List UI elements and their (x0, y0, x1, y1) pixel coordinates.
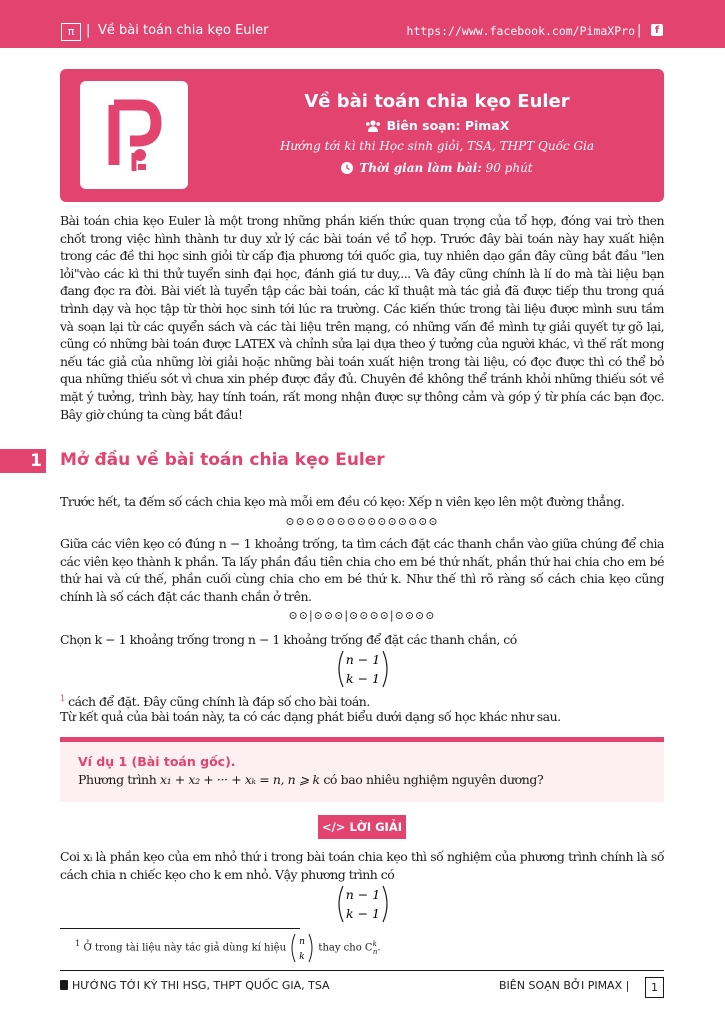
footer-left (60, 979, 330, 992)
solution-binom-bottom: k − 1 (345, 906, 380, 921)
intro-paragraph: Bài toán chia kẹo Euler là một trong những phần kiến thức quan trọng của tổ hợp, đóng vai trò then chốt trong việc hình thành tư duy xử lý các bài toán về tổ hợp. Trước đây bài toán này hay xuất hiện trong các đề thi học sinh giỏi từ cấp địa phương tới quốc gia, tuy nhiên dạo gần đây cũng bắt đầu "len lỏi"vào các kì thi thử tuyển sinh đại học, đánh giá tư duy,... Và đây cũng chính là lí do mà tài liệu bạn đang đọc ra đời. Bài viết là tuyển tập các bài toán, các kĩ thuật mà tác giả đã được tiếp thu trong quá trình dạy và học tập từ thời học sinh tới lúc ra trường. Các kiến thức trong tài liệu được mình sưu tầm và soạn lại từ các quyển sách và các tài liệu trên mạng, có những vấn đề mình tự giải quyết tự gõ lại, cũng có những bài toán được LATEX và chỉnh sửa lại dựa theo ý tưởng của người khác, vì thế rất mong nếu tác giả của những lời giải hoặc những bài toán xuất hiện trong tài liệu, có đọc được thì có thể bỏ qua những thiếu sót vì chưa xin phép được đầy đủ. Chuyên đề không thể tránh khỏi những thiếu sót về mặt ý tưởng, trình bày, hay tính toán, rất mong nhận được sự thông cảm và góp ý từ phía các bạn đọc. Bây giờ chúng ta cùng bắt đầu! (60, 213, 664, 422)
author-text: Biên soạn: PimaX (386, 118, 510, 133)
top-bar (0, 0, 725, 48)
solution-badge-label: LỜI GIẢI (349, 820, 403, 834)
footer-left-text: HƯỚNG TỚI KỲ THI HSG, THPT QUỐC GIA, TSA (72, 979, 330, 992)
footer-right: BIÊN SOẠN BỞI PIMAX | (499, 979, 630, 992)
footnote-c-sup: k (372, 940, 377, 949)
paragraph-3: Chọn k − 1 khoảng trống trong n − 1 khoảng trống để đặt các thanh chắn, có (60, 632, 517, 647)
paragraph-4-text: cách để đặt. Đây cũng chính là đáp số cho bài toán. (68, 694, 370, 710)
time-value: 90 phút (485, 161, 533, 175)
example-text-pre: Phương trình (78, 772, 157, 787)
section-number: 1 (0, 449, 46, 473)
footnote-end: . (377, 942, 381, 954)
example-text (78, 772, 543, 787)
pi-icon: π (61, 23, 81, 41)
example-title: Ví dụ 1 (Bài toán gốc). (78, 754, 236, 769)
footnote-text-pre: Ở trong tài liệu này tác giả dùng kí hiệu (83, 942, 287, 954)
time-line (210, 161, 664, 175)
svg-text:k: k (299, 952, 305, 962)
binom-bottom: k − 1 (345, 671, 380, 686)
separator: | (637, 23, 642, 38)
running-title: Về bài toán chia kẹo Euler (98, 23, 269, 38)
example-text-post: có bao nhiêu nghiệm nguyên dương? (323, 772, 544, 787)
footnote-binomial (289, 933, 315, 963)
svg-text:n: n (299, 937, 306, 947)
example-box (60, 737, 664, 802)
candies-with-bars-row: ⊙⊙|⊙⊙⊙|⊙⊙⊙⊙|⊙⊙⊙⊙ (288, 609, 436, 622)
pi-logo-icon (80, 81, 188, 189)
facebook-icon[interactable]: f (651, 24, 663, 36)
candies-row: ⊙⊙⊙⊙⊙⊙⊙⊙⊙⊙⊙⊙⊙⊙⊙ (285, 515, 439, 528)
pimax-logo (80, 81, 188, 189)
paragraph-2: Giữa các viên kẹo có đúng n − 1 khoảng trống, ta tìm cách đặt các thanh chắn vào giữa chúng để chia các viên kẹo thành k phần. Ta lấy phần đầu tiên chia cho em bé thứ nhất, phần thứ hai chia cho em bé thứ hai và cứ thế, phần cuối cùng chia cho em bé thứ k. Như thế thì rõ ràng số cách chia kẹo cũng chính là số cách đặt các thanh chắn ở trên. (60, 536, 664, 604)
author-line (210, 118, 664, 133)
example-equation: x₁ + x₂ + ··· + xₖ = n, n ⩾ k (159, 772, 320, 787)
footnote-c-sub: n (372, 947, 378, 956)
footer-rule (60, 970, 664, 971)
footnote-rule (60, 928, 300, 929)
solution-binom-top: n − 1 (345, 887, 380, 902)
solution-binomial (0, 884, 725, 924)
users-icon (365, 120, 381, 132)
document-title: Về bài toán chia kẹo Euler (304, 91, 570, 112)
paragraph-5: Từ kết quả của bài toán này, ta có các dạng phát biểu dưới dạng số học khác như sau. (60, 709, 561, 724)
facebook-url-link[interactable]: https://www.facebook.com/PimaXPro (406, 24, 635, 38)
document-header (60, 69, 664, 202)
footnote-mark[interactable]: 1 (60, 694, 65, 703)
binom-top: n − 1 (345, 652, 380, 667)
page-number: 1 (645, 977, 664, 998)
section-title: Mở đầu về bài toán chia kẹo Euler (60, 450, 385, 470)
clock-icon (341, 162, 353, 174)
footnote (75, 933, 381, 963)
time-label: Thời gian làm bài: (359, 161, 482, 175)
footnote-number: 1 (75, 938, 81, 949)
code-icon: </> (321, 820, 346, 834)
binomial-coefficient (0, 649, 725, 689)
footnote-text-post: thay cho C (318, 942, 373, 954)
solution-badge (318, 815, 406, 839)
paragraph-1: Trước hết, ta đếm số cách chia kẹo mà mỗi em đều có kẹo: Xếp n viên kẹo lên một đường thẳng. (60, 494, 625, 509)
separator: | (86, 23, 91, 38)
book-icon (60, 980, 68, 990)
subtitle: Hướng tới kì thi Học sinh giỏi, TSA, THPT Quốc Gia (279, 139, 595, 153)
solution-text: Coi xᵢ là phần kẹo của em nhỏ thứ i trong bài toán chia kẹo thì số nghiệm của phương trình chính là số cách chia n chiếc kẹo cho k em nhỏ. Vậy phương trình có (60, 849, 664, 882)
